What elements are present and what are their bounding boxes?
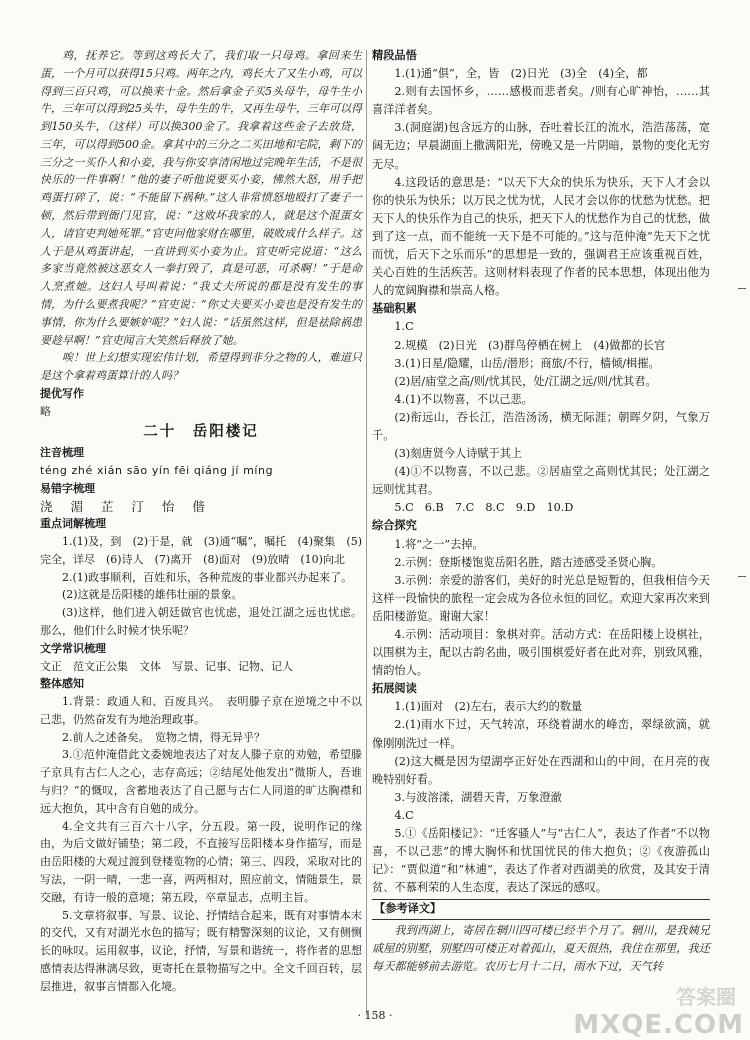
vocab-item: 2.(1)政事顺利，百姓和乐，各种荒废的事业都兴办起来了。	[62, 570, 353, 584]
left-column	[40, 47, 362, 995]
overall-item: 3.①范仲淹借此文委婉地表达了对友人滕子京的劝勉，希望滕子京具有古仁人之心，志存高远；②结尾处他发出“微斯人，吾谁与归？”的慨叹，含蓄地表达了自己愿与古仁人同道的旷达胸襟和远大抱负，其中含有自勉的成分。	[40, 748, 362, 815]
vocab-item: (2)这就是岳阳楼的雄伟壮丽的景象。	[62, 588, 243, 602]
literature-line: 文正 范文正公集 文体 写景、记事、记物、记人	[40, 659, 293, 673]
pinyin-line: téng zhé xián sāo yín fēi qiáng jí míng	[40, 463, 274, 477]
appreciation-item: 4.这段话的意思是：“以天下大众的快乐为快乐，天下人才会以你的快乐为快乐；以万民之忧为忧，人民才会以你的忧愁为忧愁。把天下人的快乐作为自己的快乐，把天下人的忧愁作为自己的忧愁，做到了这一点，而不能统一天下是不可能的。”这与范仲淹“先天下之忧而忧，后天下之乐而乐”的思想是一致的，强调君王应该重视百姓，关心百姓的生活疾苦。这则材料表现了作者的民本思想，体现出他为人的宽阔胸襟和崇高人格。	[372, 175, 710, 298]
section-heading-writing: 提优写作	[40, 386, 84, 400]
basics-item: (3)刻唐贤今人诗赋于其上	[394, 447, 523, 461]
basics-item: 2.规模 (2)日光 (3)群鸟停栖在树上 (4)做都的长官	[394, 338, 666, 352]
basics-item: 1.C	[394, 320, 414, 334]
extended-item: 1.(1)面对 (2)左右，表示大约的数量	[394, 700, 583, 714]
overall-item: 1.背景：政通人和、百废具兴。 表明滕子京在逆境之中不以己悲，仍然奋发有为地治理政事。	[40, 695, 362, 726]
appreciation-item: 1.(1)通“俱”，全，皆 (2)日光 (3)全 (4)全，都	[394, 67, 648, 81]
section-heading-literature: 文学常识梳理	[40, 641, 106, 655]
extended-item: 4.C	[394, 808, 414, 822]
translation-paragraph: 唉！世上幻想实现宏伟计划，希望得到非分之物的人，难道只是这个拿着鸡蛋算计的人吗？	[40, 351, 362, 383]
writing-body: 略	[40, 404, 51, 418]
section-heading-inquiry: 综合探究	[372, 519, 417, 533]
section-heading-extended: 拓展阅读	[372, 682, 417, 696]
extended-item: 5.①《岳阳楼记》：“迁客骚人”与“古仁人”，表达了作者“不以物喜，不以己悲”的博大胸怀和忧国忧民的伟大抱负；②《夜游孤山记》：“贾似道”和“林逋”，表达了作者对西湖美的欣赏，及其安于清贫、不慕利荣的人生态度，表达了深远的感叹。	[372, 827, 710, 895]
appreciation-item: 2.则有去国怀乡，……感极而悲者矣。/则有心旷神怡，……其喜洋洋者矣。	[372, 85, 710, 117]
section-heading-pinyin: 注音梳理	[40, 446, 84, 460]
extended-item: 3.与波溶漾，湖碧天青，万象澄澈	[394, 790, 562, 804]
column-divider	[366, 50, 367, 1015]
basics-item: 5.C 6.B 7.C 8.C 9.D 10.D	[394, 501, 574, 515]
inquiry-item: 1.将“之一”去掉。	[394, 537, 484, 551]
inquiry-item: 3.示例：亲爱的游客们，美好的时光总是短暂的，但我相信今天这样一段愉快的旅程一定会成为各位永恒的回忆。欢迎大家再次来到岳阳楼游览。谢谢大家！	[372, 573, 710, 623]
basics-item: (2)衔远山，吞长江，浩浩汤汤，横无际涯；朝晖夕阴，气象万千。	[372, 410, 710, 442]
lesson-title: 二十 岳阳楼记	[143, 424, 259, 441]
overall-item: 5.文章将叙事、写景、议论、抒情结合起来，既有对事情本末的交代，又有对湖光水色的描写；既有精警深刻的议论，又有侧恻长的咏叹。运用叙事，议论，抒情，写景和谐统一，将作者的思想感情表达得淋漓尽致，更寄托在景物描写之中。全文千回百转，层层推进，叙事言情都入化境。	[40, 908, 362, 993]
reference-translation-body: 我到西湖上，寄居在辋川四可楼已经半个月了。辋川，是我姨兄戚屋的别墅，别墅四可楼正对着孤山，夏天很热，我住在那里，我还每天都能够前去游览。农历七月十二日，雨水下过，天气转	[372, 923, 710, 973]
wrong-chars-line: 浇 湄 芷 汀 怡 偕	[40, 498, 212, 514]
inquiry-item: 4.示例：活动项目：象棋对弈。活动方式：在岳阳楼上设棋社，以围棋为主，配以古韵名曲，吸引围棋爱好者在此对弈，别致风雅，情韵怡人。	[372, 628, 710, 678]
watermark-logo: 答案圈	[676, 984, 736, 1009]
vocab-item: (3)这样，他们进入朝廷做官也忧虑，退处江湖之远也忧虑。那么，他们什么时候才快乐呢？	[40, 606, 362, 637]
translation-paragraph: 鸡，抚养它。等到这鸡长大了，我们取一只母鸡。拿回来生蛋，一个月可以获得15只鸡。两年之内，鸡长大了又生小鸡，可以得到三百只鸡，可以换来十金。然后拿金子买5头母牛，母牛生小牛，三年可以得到25头牛，母牛生的牛，又再生母牛，三年可以得到150头牛，（这样）可以换300金了。我拿着这些金子去放贷，三年，可以得到500金。拿其中的三分之二买田地和宅院，剩下的三分之一买仆人和小妾，我与你安享清闲地过完晚年生活，不是很快乐的一件事啊！”他的妻子听他说要买小妾，怫然大怒，用手把鸡蛋打碎了，说：“不能留下祸种。”这人非常愤怒地殴打了妻子一顿，然后带到衙门见官，说：“这败坏我家的人，就是这个混蛋女人，请官吏判她死罪。”官吏问他家财在哪里，破败成什么样子。这人于是从鸡蛋讲起，一直讲到买小妾为止。官吏听完说道：“这么多家当竟然被这恶女人一拳打毁了，真是可恶，可杀啊！”于是命人烹煮她。这妇人号叫着说：“我丈夫所说的都是没有发生的事情，为什么要煮我呢？”官吏说：“你丈夫要买小妾也是没有发生的事情，你为什么要嫉妒呢？”妇人说：“话虽然这样，但是祛除祸患要趁早啊！”官吏闻言大笑然后释放了她。	[40, 49, 362, 347]
basics-item: (2)居/庙堂之高/则/忧其民，处/江湖之远/则/忧其君。	[394, 374, 657, 388]
section-heading-wrong-chars: 易错字梳理	[40, 481, 95, 495]
page-number: · 158 ·	[357, 1009, 393, 1022]
section-heading-overall: 整体感知	[40, 677, 84, 691]
reference-translation-heading: 【参考译文】	[372, 899, 710, 919]
overall-item: 4.全文共有三百六十八字，分五段。第一段，说明作记的缘由，为后文做好铺垫；第二段，不直接写岳阳楼本身作描写，而是由岳阳楼的大观过渡到登楼览物的心情；第三、四段，采取对比的写法，一阴一晴，一悲一喜，两两相对，照应前文，情随景生，景交融，有诗一般的意境；第五段，卒章显志，点明主旨。	[40, 819, 362, 904]
vocab-item: 1.(1)及，到 (2)于是，就 (3)通“嘱”，嘱托 (4)聚集 (5)完全，详尽 (6)诗人 (7)离开 (8)面对 (9)放晴 (10)向北	[40, 535, 362, 566]
basics-item: (4)①不以物喜，不以己悲。②居庙堂之高则忧其民；处江湖之远则忧其君。	[372, 465, 710, 497]
overall-item: 2.前人之述备矣。 览物之情，得无异乎？	[62, 730, 265, 744]
section-heading-vocab: 重点词解梳理	[40, 517, 106, 531]
extended-item: 2.(1)雨水下过，天气转凉，环绕着湖水的峰峦，翠绿欲滴，就像刚刚洗过一样。	[372, 718, 710, 750]
margin-tick	[738, 576, 746, 577]
basics-item: 3.(1)日星/隐耀，山岳/潜形；商旅/不行，樯倾/楫摧。	[394, 356, 660, 370]
extended-item: (2)这大概是因为望湖亭正好处在西湖和山的中间，在月亮的夜晚特别好看。	[372, 754, 710, 786]
right-column	[372, 47, 710, 976]
watermark-text: MXQE.COM	[573, 1009, 744, 1040]
inquiry-item: 2.示例：登斯楼饱览岳阳名胜，踏古迹感受圣贤心胸。	[394, 555, 663, 569]
basics-item: 4.(1)不以物喜，不以己悲。	[394, 392, 533, 406]
section-heading-appreciation: 精段品悟	[372, 49, 417, 62]
appreciation-item: 3.(洞庭湖)包含远方的山脉，吞吐着长江的流水，浩浩荡荡，宽阔无边；早晨湖面上撒满阳光，傍晚又是一片阴暗，景物的变化无穷无尽。	[372, 121, 710, 171]
section-heading-basics: 基础积累	[372, 302, 417, 316]
margin-tick	[738, 288, 746, 289]
